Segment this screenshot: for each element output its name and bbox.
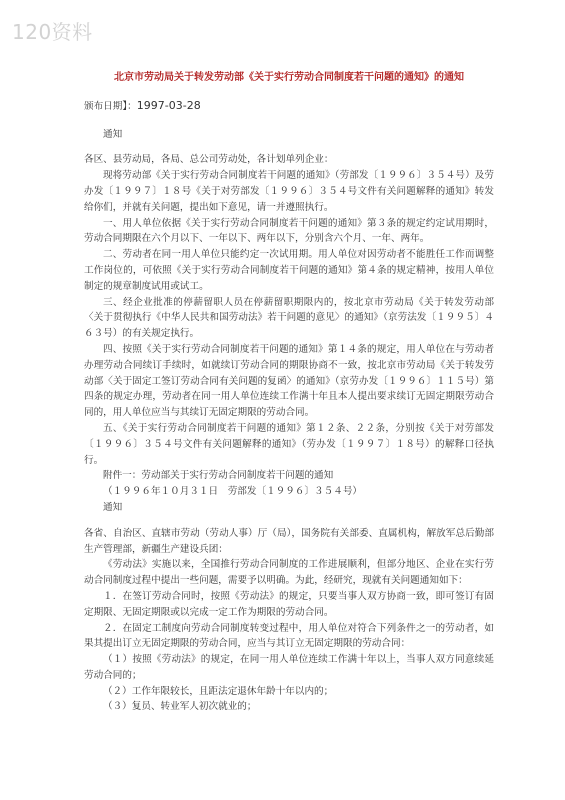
watermark-logo: 120资料 xyxy=(12,20,93,44)
attachment-reference: （１９９６年１０月３１日 劳部发〔１９９６〕３５４号） xyxy=(103,486,363,498)
paragraph: 三、经企业批准的停薪留职人员在停薪留职期限内的，按北京市劳动局《关于转发劳动部〈关于贯彻执行《中华人民共和国劳动法》若干问题的意见〉的通知》（京劳法发〔１９９５〕４６３号）的有关规定执行。 xyxy=(84,296,494,340)
paragraph: 四、按照《关于实行劳动合同制度若干问题的通知》第１４条的规定，用人单位在与劳动者办理劳动合同续订手续时，如就续订劳动合同的期限协商不一致，按北京市劳动局《关于转发劳动部〈关于固定工签订劳动合同有关问题的复函〉的通知》（京劳办发〔１９９６〕１１５号）第四条的规定办理，劳动者在同一用人单位连续工作满十年且本人提出要求续订无固定期限劳动合同的，用人单位应当与其续订无固定期限的劳动合同。 xyxy=(84,343,494,419)
paragraph: ２．在固定工制度向劳动合同制度转变过程中，用人单位对符合下列条件之一的劳动者，如果其提出订立无固定期限的劳动合同，应当与其订立无固定期限的劳动合同： xyxy=(84,622,494,650)
issue-date-label: 颁布日期】： xyxy=(84,100,137,112)
document-body xyxy=(84,70,494,715)
paragraph: 五、《关于实行劳动合同制度若干问题的通知》第１２条、２２条，分别按《关于对劳部发〔１９９６〕３５４号文件有关问题解释的通知》（劳办发〔１９９７〕１８号）的解释口径执行。 xyxy=(84,422,494,466)
issue-date-value: 1997-03-28 xyxy=(136,98,201,112)
paragraph: 现将劳动部《关于实行劳动合同制度若干问题的通知》（劳部发〔１９９６〕３５４号）及劳办发〔１９９７〕１８号《关于对劳部发〔１９９６〕３５４号文件有关问题解释的通知》转发给你们，并就有关问题，提出如下意见，请一并遵照执行。 xyxy=(84,170,494,213)
notice-heading: 通知 xyxy=(103,128,123,140)
paragraph: 二、劳动者在同一用人单位只能约定一次试用期。用人单位对因劳动者不能胜任工作而调整工作岗位的，可依照《关于实行劳动合同制度若干问题的通知》第４条的规定精神，按用人单位制定的规章制度试用或试工。 xyxy=(84,249,494,292)
document-title: 北京市劳动局关于转发劳动部《关于实行劳动合同制度若干问题的通知》的通知 xyxy=(114,72,464,83)
paragraph: 一、用人单位依据《关于实行劳动合同制度若干问题的通知》第３条的规定约定试用期时，劳动合同期限在六个月以下、一年以下、两年以下，分别含六个月、一年、两年。 xyxy=(84,217,494,245)
paragraph: （３）复员、转业军人初次就业的； xyxy=(103,701,257,713)
attachment-line: 附件一：劳动部关于实行劳动合同制度若干问题的通知 xyxy=(103,470,334,482)
paragraph: １．在签订劳动合同时，按照《劳动法》的规定，只要当事人双方协商一致，即可签订有固定期限、无固定期限或以完成一定工作为期限的劳动合同。 xyxy=(84,590,494,618)
notice-heading-2: 通知 xyxy=(103,501,123,513)
paragraph: 《劳动法》实施以来，全国推行劳动合同制度的工作进展顺利，但部分地区、企业在实行劳动合同制度过程中提出一些问题，需要予以明确。为此，经研究，现就有关问题通知如下： xyxy=(84,559,494,587)
paragraph: （１）按照《劳动法》的规定，在同一用人单位连续工作满十年以上，当事人双方同意续延劳动合同的； xyxy=(84,654,494,681)
addressee-line-2: 各省、自治区、直辖市劳动（劳动人事）厅（局），国务院有关部委、直属机构，解放军总后勤部生产管理部，新疆生产建设兵团： xyxy=(84,527,494,555)
addressee-line: 各区、县劳动局，各局、总公司劳动处，各计划单列企业： xyxy=(84,154,334,166)
issue-date-line xyxy=(84,98,494,115)
paragraph: （２）工作年限较长，且距法定退休年龄十年以内的； xyxy=(103,685,334,697)
